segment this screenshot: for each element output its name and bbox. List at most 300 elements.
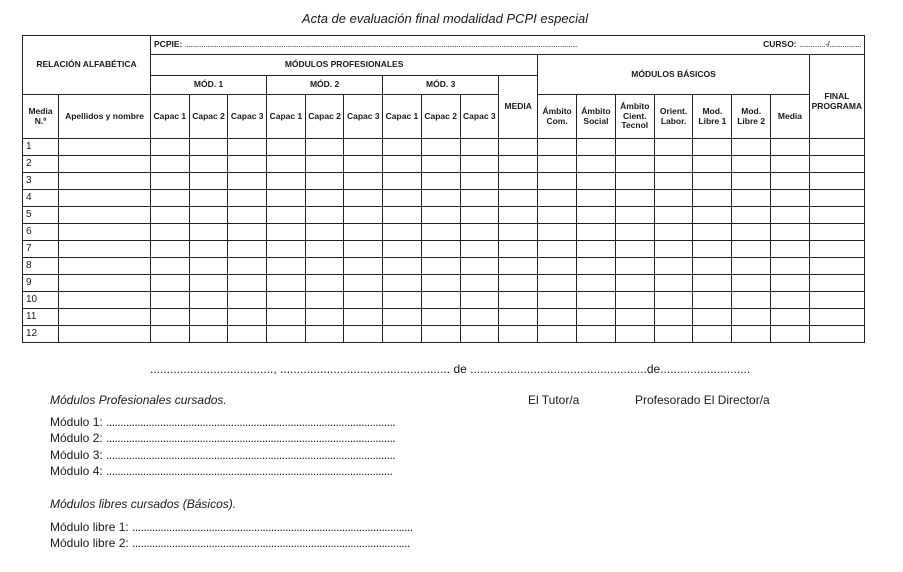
table-row bbox=[23, 258, 865, 275]
grade-cell[interactable] bbox=[499, 275, 538, 292]
capac-header: Capac 2 bbox=[421, 95, 460, 139]
grade-cell[interactable] bbox=[267, 292, 306, 309]
row-number: 4 bbox=[23, 190, 59, 207]
grade-cell[interactable] bbox=[809, 241, 864, 258]
mod1-header: MÓD. 1 bbox=[151, 76, 267, 95]
grade-cell[interactable] bbox=[151, 292, 190, 309]
day-dots: ................................................... bbox=[280, 362, 451, 376]
grade-cell[interactable] bbox=[151, 173, 190, 190]
grade-cell[interactable] bbox=[732, 241, 771, 258]
grade-cell[interactable] bbox=[615, 241, 654, 258]
grade-cell[interactable] bbox=[228, 224, 267, 241]
grade-cell[interactable] bbox=[344, 275, 383, 292]
grade-cell[interactable] bbox=[538, 156, 577, 173]
grade-cell[interactable] bbox=[267, 275, 306, 292]
grade-cell[interactable] bbox=[344, 139, 383, 156]
grade-cell[interactable] bbox=[305, 258, 344, 275]
grade-cell[interactable] bbox=[421, 309, 460, 326]
grade-cell[interactable] bbox=[305, 173, 344, 190]
grade-cell[interactable] bbox=[654, 190, 693, 207]
grade-cell[interactable] bbox=[809, 156, 864, 173]
grade-cell[interactable] bbox=[189, 309, 228, 326]
grade-cell[interactable] bbox=[809, 292, 864, 309]
curso-label: CURSO: bbox=[763, 39, 797, 50]
grade-cell[interactable] bbox=[615, 326, 654, 343]
grade-cell[interactable] bbox=[771, 190, 810, 207]
grade-cell[interactable] bbox=[499, 292, 538, 309]
basico-header: Ámbito Com. bbox=[538, 95, 577, 139]
grade-cell[interactable] bbox=[499, 173, 538, 190]
grade-cell[interactable] bbox=[344, 292, 383, 309]
grade-cell[interactable] bbox=[577, 309, 616, 326]
grade-cell[interactable] bbox=[189, 173, 228, 190]
grade-cell[interactable] bbox=[344, 224, 383, 241]
grade-cell[interactable] bbox=[228, 241, 267, 258]
grade-cell[interactable] bbox=[460, 241, 499, 258]
grade-cell[interactable] bbox=[383, 156, 422, 173]
name-cell[interactable] bbox=[59, 224, 151, 241]
grade-cell[interactable] bbox=[151, 207, 190, 224]
grade-cell[interactable] bbox=[460, 156, 499, 173]
grade-cell[interactable] bbox=[305, 207, 344, 224]
grade-cell[interactable] bbox=[189, 241, 228, 258]
grade-cell[interactable] bbox=[305, 241, 344, 258]
grade-cell[interactable] bbox=[809, 224, 864, 241]
grade-cell[interactable] bbox=[693, 258, 732, 275]
grade-cell[interactable] bbox=[538, 139, 577, 156]
pcpie-field bbox=[151, 36, 616, 55]
modulo-dots: ...................................................................................................... bbox=[106, 415, 396, 429]
grade-cell[interactable] bbox=[732, 156, 771, 173]
grade-cell[interactable] bbox=[693, 207, 732, 224]
grade-cell[interactable] bbox=[228, 258, 267, 275]
grade-cell[interactable] bbox=[189, 156, 228, 173]
grade-cell[interactable] bbox=[499, 258, 538, 275]
grade-cell[interactable] bbox=[228, 190, 267, 207]
grade-cell[interactable] bbox=[771, 241, 810, 258]
name-cell[interactable] bbox=[59, 190, 151, 207]
name-cell[interactable] bbox=[59, 241, 151, 258]
row-number: 3 bbox=[23, 173, 59, 190]
grade-cell[interactable] bbox=[383, 309, 422, 326]
grade-cell[interactable] bbox=[460, 258, 499, 275]
grade-cell[interactable] bbox=[771, 224, 810, 241]
modulo-label: Módulo 1: bbox=[50, 415, 103, 429]
grade-cell[interactable] bbox=[615, 258, 654, 275]
grade-cell[interactable] bbox=[654, 173, 693, 190]
grade-cell[interactable] bbox=[383, 258, 422, 275]
modulo-dots: ...................................................................................................... bbox=[106, 448, 396, 462]
grade-cell[interactable] bbox=[267, 156, 306, 173]
basico-header: Ámbito Social bbox=[577, 95, 616, 139]
grade-cell[interactable] bbox=[305, 139, 344, 156]
grade-cell[interactable] bbox=[228, 173, 267, 190]
grade-cell[interactable] bbox=[577, 173, 616, 190]
row-number: 6 bbox=[23, 224, 59, 241]
grade-cell[interactable] bbox=[732, 326, 771, 343]
grade-cell[interactable] bbox=[809, 275, 864, 292]
grade-cell[interactable] bbox=[693, 139, 732, 156]
row-number: 12 bbox=[23, 326, 59, 343]
mod2-header: MÓD. 2 bbox=[267, 76, 383, 95]
grade-cell[interactable] bbox=[305, 190, 344, 207]
modulos-basicos-header: MÓDULOS BÁSICOS bbox=[538, 55, 810, 95]
relacion-alfabetica-header: RELACIÓN ALFABÉTICA bbox=[23, 36, 151, 95]
grade-cell[interactable] bbox=[189, 275, 228, 292]
name-cell[interactable] bbox=[59, 173, 151, 190]
grade-cell[interactable] bbox=[460, 139, 499, 156]
grade-cell[interactable] bbox=[693, 173, 732, 190]
grade-cell[interactable] bbox=[305, 326, 344, 343]
table-row bbox=[23, 241, 865, 258]
grade-cell[interactable] bbox=[538, 190, 577, 207]
grade-cell[interactable] bbox=[538, 173, 577, 190]
grade-cell[interactable] bbox=[693, 190, 732, 207]
name-cell[interactable] bbox=[59, 156, 151, 173]
grade-cell[interactable] bbox=[267, 326, 306, 343]
grade-cell[interactable] bbox=[383, 190, 422, 207]
grade-cell[interactable] bbox=[577, 326, 616, 343]
grade-cell[interactable] bbox=[809, 173, 864, 190]
grade-cell[interactable] bbox=[189, 258, 228, 275]
grade-cell[interactable] bbox=[577, 156, 616, 173]
basico-header: Orient. Labor. bbox=[654, 95, 693, 139]
row-number: 2 bbox=[23, 156, 59, 173]
grade-cell[interactable] bbox=[615, 309, 654, 326]
grade-cell[interactable] bbox=[228, 207, 267, 224]
grade-cell[interactable] bbox=[383, 173, 422, 190]
grade-cell[interactable] bbox=[771, 292, 810, 309]
modulo-libre-label: Módulo libre 2: bbox=[50, 536, 129, 550]
grade-cell[interactable] bbox=[615, 173, 654, 190]
grade-cell[interactable] bbox=[499, 241, 538, 258]
grade-cell[interactable] bbox=[344, 241, 383, 258]
grade-cell[interactable] bbox=[151, 224, 190, 241]
modulo-libre-2-line bbox=[50, 536, 410, 550]
grade-cell[interactable] bbox=[460, 173, 499, 190]
grade-cell[interactable] bbox=[499, 207, 538, 224]
grade-cell[interactable] bbox=[460, 309, 499, 326]
grade-cell[interactable] bbox=[189, 224, 228, 241]
grade-cell[interactable] bbox=[267, 207, 306, 224]
grade-cell[interactable] bbox=[771, 139, 810, 156]
grade-cell[interactable] bbox=[344, 207, 383, 224]
row-number: 11 bbox=[23, 309, 59, 326]
basico-header: Ámbito Cient. Tecnol bbox=[615, 95, 654, 139]
table-row bbox=[23, 207, 865, 224]
modulo-4-line bbox=[50, 464, 392, 478]
grade-cell[interactable] bbox=[771, 326, 810, 343]
de-2: de bbox=[646, 362, 661, 376]
table-row bbox=[23, 156, 865, 173]
grade-cell[interactable] bbox=[538, 258, 577, 275]
grade-cell[interactable] bbox=[499, 156, 538, 173]
month-dots: ..................................................... bbox=[470, 362, 647, 376]
grade-cell[interactable] bbox=[421, 292, 460, 309]
grade-cell[interactable] bbox=[809, 190, 864, 207]
grade-cell[interactable] bbox=[228, 156, 267, 173]
grade-cell[interactable] bbox=[732, 139, 771, 156]
capac-header: Capac 2 bbox=[305, 95, 344, 139]
grade-cell[interactable] bbox=[654, 156, 693, 173]
grade-cell[interactable] bbox=[499, 139, 538, 156]
grade-cell[interactable] bbox=[654, 309, 693, 326]
grade-cell[interactable] bbox=[421, 241, 460, 258]
grade-cell[interactable] bbox=[228, 139, 267, 156]
modulo-libre-1-line bbox=[50, 520, 413, 534]
modulo-1-line bbox=[50, 415, 395, 429]
table-row bbox=[23, 326, 865, 343]
grade-cell[interactable] bbox=[615, 207, 654, 224]
grade-cell[interactable] bbox=[615, 139, 654, 156]
grade-cell[interactable] bbox=[421, 139, 460, 156]
grade-cell[interactable] bbox=[267, 173, 306, 190]
apellidos-header: Apellidos y nombre bbox=[59, 95, 151, 139]
grade-cell[interactable] bbox=[421, 156, 460, 173]
name-cell[interactable] bbox=[59, 309, 151, 326]
grade-cell[interactable] bbox=[538, 292, 577, 309]
grade-cell[interactable] bbox=[421, 326, 460, 343]
grade-cell[interactable] bbox=[344, 258, 383, 275]
grade-cell[interactable] bbox=[421, 190, 460, 207]
grade-cell[interactable] bbox=[693, 275, 732, 292]
grade-cell[interactable] bbox=[460, 275, 499, 292]
grade-cell[interactable] bbox=[538, 224, 577, 241]
grade-cell[interactable] bbox=[383, 139, 422, 156]
grade-cell[interactable] bbox=[383, 224, 422, 241]
grade-cell[interactable] bbox=[344, 190, 383, 207]
grade-cell[interactable] bbox=[228, 275, 267, 292]
grade-cell[interactable] bbox=[460, 292, 499, 309]
table-row bbox=[23, 275, 865, 292]
grade-cell[interactable] bbox=[460, 190, 499, 207]
grade-cell[interactable] bbox=[771, 309, 810, 326]
profesorado-director-label: Profesorado El Director/a bbox=[635, 393, 770, 407]
grade-cell[interactable] bbox=[383, 275, 422, 292]
grade-cell[interactable] bbox=[732, 258, 771, 275]
grade-cell[interactable] bbox=[499, 190, 538, 207]
grade-cell[interactable] bbox=[538, 326, 577, 343]
capac-header: Capac 2 bbox=[189, 95, 228, 139]
grade-cell[interactable] bbox=[267, 309, 306, 326]
grade-cell[interactable] bbox=[771, 156, 810, 173]
grade-cell[interactable] bbox=[421, 207, 460, 224]
grade-cell[interactable] bbox=[151, 241, 190, 258]
grade-cell[interactable] bbox=[771, 173, 810, 190]
grade-cell[interactable] bbox=[228, 326, 267, 343]
modulo-libre-dots: .................................................................................................. bbox=[132, 536, 410, 550]
grade-cell[interactable] bbox=[732, 292, 771, 309]
grade-cell[interactable] bbox=[460, 224, 499, 241]
grade-cell[interactable] bbox=[693, 292, 732, 309]
grade-cell[interactable] bbox=[577, 139, 616, 156]
grade-cell[interactable] bbox=[732, 190, 771, 207]
grade-cell[interactable] bbox=[732, 173, 771, 190]
grade-cell[interactable] bbox=[189, 190, 228, 207]
grade-cell[interactable] bbox=[771, 207, 810, 224]
grade-cell[interactable] bbox=[305, 156, 344, 173]
grade-cell[interactable] bbox=[228, 292, 267, 309]
grade-cell[interactable] bbox=[577, 224, 616, 241]
basico-header: Mod. Libre 2 bbox=[732, 95, 771, 139]
grade-cell[interactable] bbox=[538, 207, 577, 224]
grade-cell[interactable] bbox=[383, 292, 422, 309]
modulo-dots: ..................................................................................................... bbox=[106, 464, 393, 478]
student-rows bbox=[23, 139, 865, 343]
final-programa-header: FINAL PROGRAMA bbox=[809, 55, 864, 139]
name-cell[interactable] bbox=[59, 292, 151, 309]
grade-cell[interactable] bbox=[771, 258, 810, 275]
basico-header: Mod. Libre 1 bbox=[693, 95, 732, 139]
grade-cell[interactable] bbox=[344, 326, 383, 343]
grade-cell[interactable] bbox=[499, 326, 538, 343]
capac-header: Capac 1 bbox=[383, 95, 422, 139]
capac-header: Capac 3 bbox=[344, 95, 383, 139]
grade-cell[interactable] bbox=[809, 258, 864, 275]
table-row bbox=[23, 139, 865, 156]
grade-cell[interactable] bbox=[151, 258, 190, 275]
grade-cell[interactable] bbox=[151, 275, 190, 292]
modulo-libre-label: Módulo libre 1: bbox=[50, 520, 129, 534]
grade-cell[interactable] bbox=[344, 156, 383, 173]
grade-cell[interactable] bbox=[189, 139, 228, 156]
grade-cell[interactable] bbox=[809, 207, 864, 224]
grade-cell[interactable] bbox=[267, 224, 306, 241]
grade-cell[interactable] bbox=[693, 241, 732, 258]
grade-cell[interactable] bbox=[693, 156, 732, 173]
grade-cell[interactable] bbox=[577, 190, 616, 207]
name-cell[interactable] bbox=[59, 139, 151, 156]
place-date-line bbox=[150, 362, 750, 376]
grade-cell[interactable] bbox=[383, 326, 422, 343]
pcpie-label: PCPIE: bbox=[154, 39, 183, 50]
grade-cell[interactable] bbox=[615, 156, 654, 173]
grade-cell[interactable] bbox=[577, 275, 616, 292]
grade-cell[interactable] bbox=[305, 292, 344, 309]
row-number: 7 bbox=[23, 241, 59, 258]
grade-cell[interactable] bbox=[421, 258, 460, 275]
grade-cell[interactable] bbox=[693, 309, 732, 326]
grade-cell[interactable] bbox=[577, 292, 616, 309]
grade-cell[interactable] bbox=[267, 139, 306, 156]
grade-cell[interactable] bbox=[460, 207, 499, 224]
grade-cell[interactable] bbox=[383, 241, 422, 258]
grade-cell[interactable] bbox=[421, 173, 460, 190]
grade-cell[interactable] bbox=[693, 224, 732, 241]
grade-cell[interactable] bbox=[615, 190, 654, 207]
grade-cell[interactable] bbox=[654, 275, 693, 292]
grade-cell[interactable] bbox=[189, 207, 228, 224]
grade-cell[interactable] bbox=[538, 275, 577, 292]
grade-cell[interactable] bbox=[460, 326, 499, 343]
grade-cell[interactable] bbox=[151, 156, 190, 173]
grade-cell[interactable] bbox=[654, 258, 693, 275]
grade-cell[interactable] bbox=[151, 326, 190, 343]
grade-cell[interactable] bbox=[654, 139, 693, 156]
de-1: de bbox=[453, 362, 467, 376]
grade-cell[interactable] bbox=[189, 326, 228, 343]
capac-header: Capac 3 bbox=[228, 95, 267, 139]
grade-cell[interactable] bbox=[421, 224, 460, 241]
modulo-label: Módulo 2: bbox=[50, 431, 103, 445]
row-number: 5 bbox=[23, 207, 59, 224]
grade-cell[interactable] bbox=[267, 190, 306, 207]
grade-cell[interactable] bbox=[305, 224, 344, 241]
grade-cell[interactable] bbox=[615, 275, 654, 292]
row-number: 9 bbox=[23, 275, 59, 292]
grade-cell[interactable] bbox=[732, 275, 771, 292]
grade-cell[interactable] bbox=[344, 309, 383, 326]
pcpie-dots: ................................................................................................................................................................................................................... bbox=[184, 39, 578, 50]
tutor-signature-label: El Tutor/a bbox=[528, 393, 580, 407]
grade-cell[interactable] bbox=[809, 326, 864, 343]
grade-cell[interactable] bbox=[267, 241, 306, 258]
grade-cell[interactable] bbox=[305, 275, 344, 292]
grade-cell[interactable] bbox=[654, 224, 693, 241]
grade-cell[interactable] bbox=[577, 258, 616, 275]
grade-cell[interactable] bbox=[771, 275, 810, 292]
table-row bbox=[23, 292, 865, 309]
name-cell[interactable] bbox=[59, 326, 151, 343]
grade-cell[interactable] bbox=[499, 224, 538, 241]
grade-cell[interactable] bbox=[654, 207, 693, 224]
table-row bbox=[23, 173, 865, 190]
grade-cell[interactable] bbox=[344, 173, 383, 190]
grade-cell[interactable] bbox=[654, 241, 693, 258]
row-number: 1 bbox=[23, 139, 59, 156]
row-number: 10 bbox=[23, 292, 59, 309]
grade-cell[interactable] bbox=[615, 224, 654, 241]
mod3-header: MÓD. 3 bbox=[383, 76, 499, 95]
grade-cell[interactable] bbox=[305, 309, 344, 326]
grade-cell[interactable] bbox=[732, 207, 771, 224]
grade-cell[interactable] bbox=[151, 139, 190, 156]
grade-cell[interactable] bbox=[732, 309, 771, 326]
grade-cell[interactable] bbox=[693, 326, 732, 343]
grade-cell[interactable] bbox=[421, 275, 460, 292]
grade-cell[interactable] bbox=[189, 292, 228, 309]
name-cell[interactable] bbox=[59, 207, 151, 224]
capac-header: Capac 1 bbox=[151, 95, 190, 139]
capac-header: Capac 3 bbox=[460, 95, 499, 139]
modulo-label: Módulo 4: bbox=[50, 464, 103, 478]
evaluation-table bbox=[22, 35, 865, 343]
grade-cell[interactable] bbox=[151, 190, 190, 207]
grade-cell[interactable] bbox=[538, 241, 577, 258]
grade-cell[interactable] bbox=[654, 326, 693, 343]
grade-cell[interactable] bbox=[577, 207, 616, 224]
grade-cell[interactable] bbox=[383, 207, 422, 224]
year-dots: ........................... bbox=[660, 362, 751, 376]
name-cell[interactable] bbox=[59, 258, 151, 275]
grade-cell[interactable] bbox=[809, 139, 864, 156]
grade-cell[interactable] bbox=[228, 309, 267, 326]
grade-cell[interactable] bbox=[499, 309, 538, 326]
grade-cell[interactable] bbox=[809, 309, 864, 326]
grade-cell[interactable] bbox=[732, 224, 771, 241]
grade-cell[interactable] bbox=[654, 292, 693, 309]
grade-cell[interactable] bbox=[538, 309, 577, 326]
grade-cell[interactable] bbox=[615, 292, 654, 309]
grade-cell[interactable] bbox=[577, 241, 616, 258]
name-cell[interactable] bbox=[59, 275, 151, 292]
media-no-header: Media N.º bbox=[23, 95, 59, 139]
curso-value: ..............-/................. bbox=[799, 39, 861, 50]
grade-cell[interactable] bbox=[151, 309, 190, 326]
profesionales-heading: Módulos Profesionales cursados. bbox=[50, 393, 227, 407]
grade-cell[interactable] bbox=[267, 258, 306, 275]
table-row bbox=[23, 309, 865, 326]
